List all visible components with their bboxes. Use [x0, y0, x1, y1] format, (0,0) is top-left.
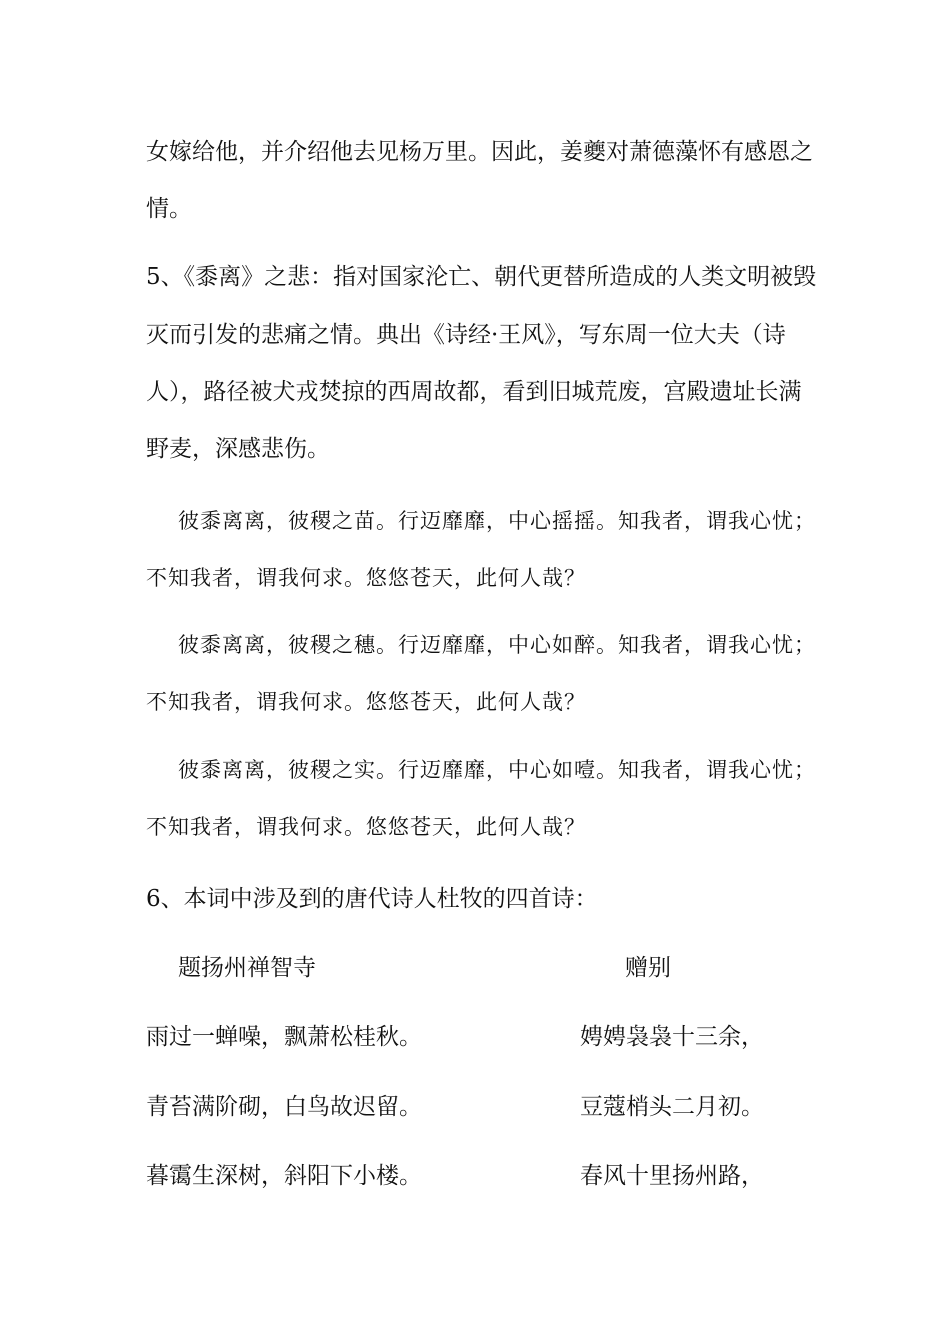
- right-poem-line: 娉娉袅袅十三余，: [580, 1024, 764, 1050]
- section-5-line: 5、《黍离》之悲：指对国家沦亡、朝代更替所造成的人类文明被毁: [146, 264, 817, 290]
- poem-stanza-1-line-2: 不知我者，谓我何求。悠悠苍天，此何人哉？: [146, 566, 586, 590]
- poem-stanza-1-line-1: 彼黍离离，彼稷之苗。行迈靡靡，中心摇摇。知我者，谓我心忧；: [178, 509, 816, 533]
- right-poem-line: 春风十里扬州路，: [580, 1163, 764, 1189]
- left-poem-line: 雨过一蝉噪，飘萧松桂秋。: [146, 1024, 422, 1050]
- paragraph-line: 女嫁给他，并介绍他去见杨万里。因此，姜夔对萧德藻怀有感恩之: [146, 139, 813, 165]
- right-poem-line: 豆蔻梢头二月初。: [580, 1094, 764, 1120]
- poem-stanza-3-line-2: 不知我者，谓我何求。悠悠苍天，此何人哉？: [146, 815, 586, 839]
- poem-stanza-2-line-1: 彼黍离离，彼稷之穗。行迈靡靡，中心如醉。知我者，谓我心忧；: [178, 633, 816, 657]
- section-5-line: 人），路径被犬戎焚掠的西周故都，看到旧城荒废，宫殿遗址长满: [146, 379, 802, 405]
- poem-stanza-3-line-1: 彼黍离离，彼稷之实。行迈靡靡，中心如噎。知我者，谓我心忧；: [178, 758, 816, 782]
- left-poem-line: 暮霭生深树，斜阳下小楼。: [146, 1163, 422, 1189]
- section-6-heading: 6、本词中涉及到的唐代诗人杜牧的四首诗：: [146, 886, 598, 912]
- section-5-line: 野麦，深感悲伤。: [146, 436, 330, 462]
- poem-title-left: 题扬州禅智寺: [178, 955, 316, 981]
- paragraph-line: 情。: [146, 196, 192, 222]
- section-5-line: 灭而引发的悲痛之情。典出《诗经·王风》，写东周一位大夫（诗: [146, 322, 786, 348]
- poem-title-right: 赠别: [625, 955, 671, 981]
- left-poem-line: 青苔满阶砌，白鸟故迟留。: [146, 1094, 422, 1120]
- poem-stanza-2-line-2: 不知我者，谓我何求。悠悠苍天，此何人哉？: [146, 690, 586, 714]
